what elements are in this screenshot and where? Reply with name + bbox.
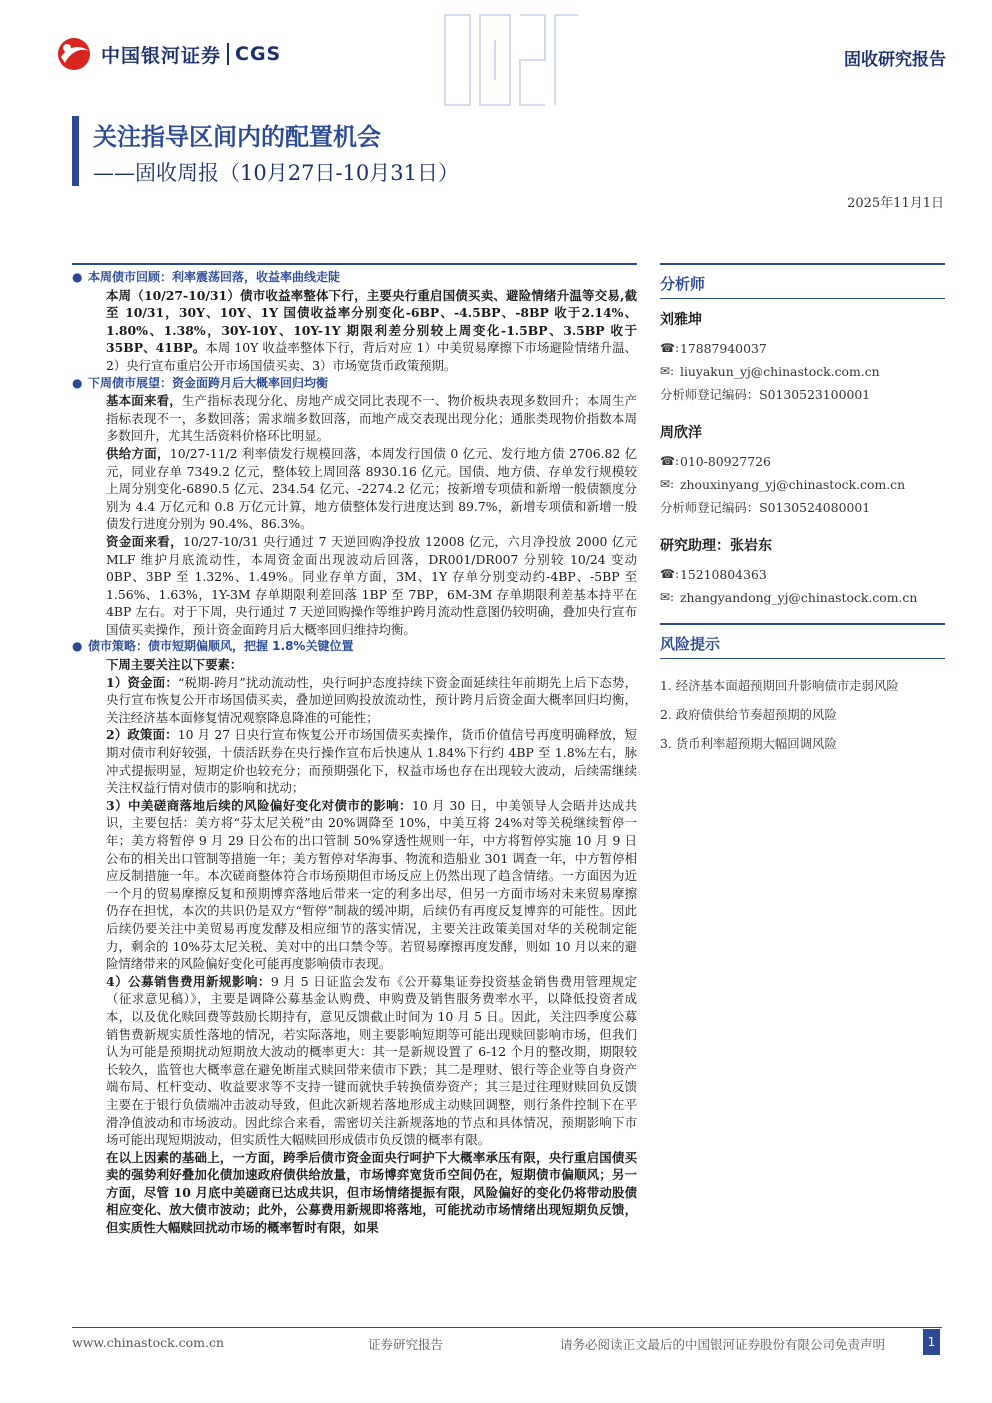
- assistant-email[interactable]: zhangyandong_yj@chinastock.com.cn: [680, 590, 918, 605]
- paragraph: 在以上因素的基础上，一方面，跨季后债市资金面央行呵护下大概率承压有限，央行重启国债买卖的强势利好叠加化债加速政府债供给放量，市场博弈宽货币空间仍在，短期债市偏顺风；另一方面，尽管 10 月底中美磋商已达成共识，但市场情绪提振有限，风险偏好的变化仍将带动股债相应变化、放大债市波动；此外，公募费用新规即将落地，可能扰动市场情绪出现短期负反馈，但实质性大幅赎回扰动市场的概率暂时有限，如果: [106, 1149, 637, 1236]
- mail-icon: ✉:: [660, 590, 675, 604]
- paragraph: 2）政策面：10 月 27 日央行宣布恢复公开市场国债买卖操作，货币价值信号再度明确释放，短期对债市利好较强，十债活跃券在央行操作宣布后快速从 1.84%下行约 4BP 至 1.8%左右，脉冲式提振明显，短期定价也较充分；而预期强化下，权益市场也存在出现较大波动，后续需继续关注权益行情对债市的影响和扰动；: [106, 727, 637, 796]
- paragraph: 1）资金面：“税期-跨月”扰动流动性，央行呵护态度持续下资金面延续往年前期先上后下态势，央行宣布恢复公开市场国债买卖，叠加逆回购投放流动性，预计跨月后资金面大概率回归均衡，关注经济基本面修复情况观察降息降准的可能性；: [106, 674, 638, 725]
- phone-icon: ☎:: [660, 454, 679, 468]
- analyst-phone: 17887940037: [680, 341, 767, 356]
- analyst-email[interactable]: liuyakun_yj@chinastock.com.cn: [680, 364, 880, 379]
- section-heading: ● 下周债市展望：资金面跨月后大概率回归均衡: [72, 375, 637, 393]
- analyst-email-row: [660, 360, 945, 383]
- title-accent-bar: [72, 116, 79, 186]
- analyst-phone-row: [660, 337, 945, 360]
- footer-disclaimer: 请务必阅读正文最后的中国银河证券股份有限公司免责声明: [560, 1337, 886, 1352]
- paragraph: 本周（10/27-10/31）债市收益率整体下行，主要央行重启国债买卖、避险情绪升温等交易,截至 10/31，30Y、10Y、1Y 国债收益率分别变化-6BP、-4.5BP、-8BP 收于2.14%、1.80%、1.38%，30Y-10Y、10Y-1Y 期限利差分别较上周变化-1.5BP、3.5BP 收于 35BP、41BP。本周 10Y 收益率整体下行，背后对应 1）中美贸易摩擦下市场避险情绪升温、2）央行宣布重启公开市场国债买卖、3）市场宽货币政策预期。: [106, 287, 637, 373]
- assistant-name: 研究助理：张岩东: [660, 538, 772, 554]
- risk-item: 1. 经济基本面超预期回升影响债市走弱风险: [660, 678, 899, 693]
- assistant-email-row: [660, 586, 945, 609]
- report-date: 2025年11月1日: [847, 196, 944, 211]
- paragraph: 下周主要关注以下要素：: [106, 657, 243, 673]
- paragraph: 基本面来看，生产指标表现分化、房地产成交同比表现不一、物价板块表现多数回升；本周生产指标表现不一，多数回落；需求端多数回落，而地产成交表现出现分化；通胀类现物价指数本周多数回升，尤其生活资料价格环比明显。: [106, 393, 638, 444]
- report-subtitle: ——固收周报（10月27日-10月31日）: [93, 161, 459, 185]
- footer-rule: [72, 1327, 942, 1328]
- mail-icon: ✉:: [660, 364, 675, 378]
- footer-website-link[interactable]: www.chinastock.com.cn: [72, 1335, 225, 1350]
- logo-icon: [55, 35, 93, 73]
- page-number: 1: [923, 1329, 940, 1355]
- analyst-name: 刘雅坤: [660, 312, 702, 328]
- report-type-label: 固收研究报告: [844, 50, 946, 70]
- section-heading: ● 本周债市回顾：利率震荡回落，收益率曲线走陡: [72, 269, 637, 287]
- paragraph: 3）中美磋商落地后续的风险偏好变化对债市的影响：10 月 30 日，中美领导人会晤并达成共识，主要包括：美方将“芬太尼关税”由 20%调降至 10%，中美互将 24%对等关税继续暂停一年；美方将暂停 9 月 29 日公布的出口管制 50%穿透性规则一年，中方将暂停实施 10 月 9 日公布的相关出口管制等措施一年；美方暂停对华海事、物流和造船业 301 调查一年，中方暂停相应反制措施一年。本次磋商整体符合市场预期但市场反应上仍然出现了趋含情绪。一方面因为近一个月的贸易摩擦反复和预期博弈落地后带来一定的利多出尽，但另一方面市场对未来贸易摩擦仍存在担忧，本次的共识仍是双方“暂停”制裁的缓冲期，后续仍有再度反复博弈的可能性。因此后续仍要关注中美贸易再度发酵及相应细节的落实情况，主要关注政策美国对华的关税制定能力，剩余的 10%芬太尼关税、美对中的出口禁令等。若贸易摩擦再度发酵，则如 10 月以来的避险情绪带来的风险偏好变化可能再度影响债市表现。: [106, 797, 637, 972]
- risk-item: 2. 政府债供给节奏超预期的风险: [660, 707, 837, 722]
- logo-en-text: CGS: [235, 43, 282, 65]
- section-heading: ● 债市策略：债市短期偏顺风，把握 1.8%关键位置: [72, 638, 637, 656]
- risk-heading: 风险提示: [660, 623, 945, 659]
- footer-center-text: 证券研究报告: [368, 1337, 444, 1352]
- assistant-phone-row: [660, 563, 945, 586]
- bullet-icon: ●: [72, 639, 83, 654]
- bullet-icon: ●: [72, 270, 83, 284]
- main-body: [72, 269, 637, 1237]
- bullet-icon: ●: [72, 375, 83, 390]
- sidebar: [660, 263, 945, 758]
- cgs-watermark: [440, 10, 580, 114]
- analyst-phone: 010-80927726: [680, 454, 771, 469]
- analyst-reg-code: 分析师登记编码：S0130524080001: [660, 500, 871, 515]
- paragraph: 供给方面，10/27-11/2 利率债发行规模回落，本周发行国债 0 亿元、发行地方债 2706.82 亿元，同业存单 7349.2 亿元，整体较上周回落 8930.16 亿元。国债、地方债、存单发行规模较上周分别变化-6890.5 亿元、234.54 亿元、-2274.2 亿元；按新增专项债和新增一般债额度分别为 4.4 万亿元和 0.8 万亿元计算，地方债整体发行进度达到 89.7%，新增专项债和新增一般债发行进度分别为 90.4%、86.3%。: [106, 445, 637, 532]
- brand-logo: [55, 35, 281, 73]
- analyst-reg-code: 分析师登记编码：S0130523100001: [660, 387, 871, 402]
- risk-item: 3. 货币利率超预期大幅回调风险: [660, 736, 837, 751]
- logo-divider: [227, 43, 229, 65]
- analyst-name: 周欣洋: [660, 425, 702, 441]
- logo-cn-text: 中国银河证券: [101, 44, 222, 67]
- analyst-heading: 分析师: [660, 263, 945, 299]
- analyst-phone-row: [660, 450, 945, 473]
- assistant-phone: 15210804363: [680, 567, 767, 582]
- paragraph: 资金面来看，10/27-10/31 央行通过 7 天逆回购净投放 12008 亿元，六月净投放 2000 亿元 MLF 维护月底流动性，本周资金面出现波动后回落，DR001/DR007 分别较 10/24 变动 0BP、3BP 至 1.32%、1.49%。同业存单方面，3M、1Y 存单分别变动约-4BP、-5BP 至 1.56%、1.63%，1Y-3M 存单期限利差回落 1BP 至 7BP，6M-3M 存单期限利差基本持平在 4BP 左右。对于下周，央行通过 7 天逆回购操作等维护跨月流动性意图仍较明确，叠加央行宣布国债买卖操作，预计资金面跨月后大概率回归维持均衡。: [106, 533, 637, 637]
- report-title: 关注指导区间内的配置机会: [93, 122, 381, 151]
- mail-icon: ✉:: [660, 477, 675, 491]
- phone-icon: ☎:: [660, 341, 679, 355]
- phone-icon: ☎:: [660, 567, 679, 581]
- analyst-email[interactable]: zhouxinyang_yj@chinastock.com.cn: [680, 477, 906, 492]
- paragraph: 4）公募销售费用新规影响：9 月 5 日证监会发布《公开募集证券投资基金销售费用管理规定（征求意见稿）》，主要是调降公募基金认购费、申购费及销售服务费率水平，以降低投资者成本，以及优化赎回费等鼓励长期持有，意见反馈截止时间为 10 月 5 日。因此，关注四季度公募销售费新规实质性落地的情况，若实际落地，则主要影响短期等可能出现赎回影响市场，但我们认为可能是预期扰动短期放大波动的概率更大：其一是新规设置了 6-12 个月的整改期，期限较长较久，监管也大概率意在避免断崖式赎回带来债市下跌；其二是理财、银行等企业等自身资产端布局、杠杆变动、收益要求等不支持一键而就快手转换债券资产；其三是过往理财赎回负反馈主要在于银行负债端冲击波动导致，但此次新规若落地形成主动赎回调整，则行条件控制下在平滑净值波动和市场波动。因此综合来看，需密切关注新规落地的节点和具体情况，预期影响下市场可能出现短期波动，但实质性大幅赎回形成债市负反馈的概率有限。: [106, 973, 637, 1148]
- main-top-rule: [72, 263, 637, 265]
- analyst-email-row: [660, 473, 945, 496]
